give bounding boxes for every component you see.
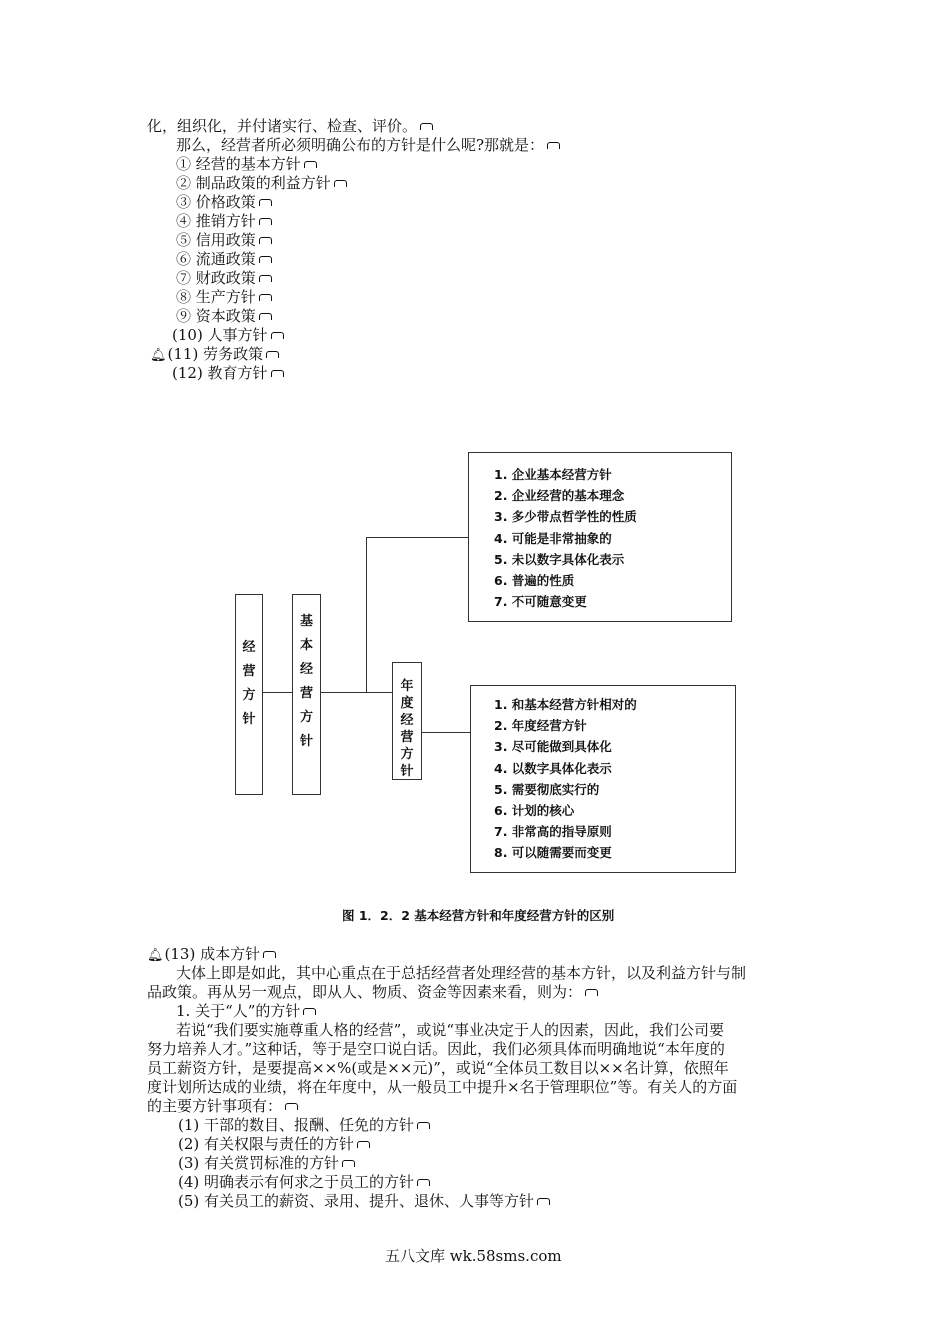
annual-items-list — [494, 694, 637, 864]
list-item: (12) 教育方针 — [172, 364, 284, 383]
list-item: 5. 需要彻底实行的 — [494, 781, 600, 797]
list-item: 1. 和基本经营方针相对的 — [494, 697, 637, 712]
list-item: 4. 可能是非常抽象的 — [494, 530, 612, 546]
list-item: ④ 推销方针 — [176, 212, 272, 231]
list-item: ③ 价格政策 — [176, 193, 272, 212]
return-mark-icon — [304, 161, 317, 168]
connector — [263, 692, 292, 693]
return-mark-icon — [259, 313, 272, 320]
return-mark-icon — [259, 218, 272, 225]
list-item: 3. 尽可能做到具体化 — [494, 739, 612, 755]
bell-icon: 🔔︎ — [150, 348, 167, 363]
list-item: 🔔︎(13) 成本方针 — [147, 945, 276, 965]
list-item: ① 经营的基本方针 — [176, 155, 317, 174]
annual-label: 年 度 经 营 方 针 — [400, 679, 414, 779]
list-item: (3) 有关赏罚标准的方针 — [178, 1154, 355, 1173]
connector — [366, 537, 367, 693]
list-item: 7. 不可随意变更 — [494, 594, 587, 610]
connector — [422, 732, 470, 733]
list-item: ⑨ 资本政策 — [176, 307, 272, 326]
basic-label: 基 本 经 营 方 针 — [299, 614, 313, 749]
list-item: ⑦ 财政政策 — [176, 269, 272, 288]
list-item: 6. 计划的核心 — [494, 802, 575, 818]
text-line: 的主要方针事项有： — [147, 1097, 298, 1116]
return-mark-icon — [259, 199, 272, 206]
return-mark-icon — [303, 1008, 316, 1015]
list-item: 3. 多少带点哲学性的性质 — [494, 509, 637, 525]
root-label: 经 营 方 针 — [242, 640, 256, 727]
return-mark-icon — [417, 1179, 430, 1186]
list-item: (2) 有关权限与责任的方针 — [178, 1135, 370, 1154]
list-item: ⑥ 流通政策 — [176, 250, 272, 269]
return-mark-icon — [259, 294, 272, 301]
footer-watermark: 五八文库 wk.58sms.com — [385, 1247, 562, 1265]
connector — [366, 537, 468, 538]
list-item: (5) 有关员工的薪资、录用、提升、退休、人事等方针 — [178, 1192, 550, 1211]
list-item: 1. 企业基本经营方针 — [494, 467, 612, 482]
list-item: 4. 以数字具体化表示 — [494, 760, 612, 776]
return-mark-icon — [263, 951, 276, 958]
list-item: 2. 年度经营方针 — [494, 718, 587, 734]
return-mark-icon — [547, 142, 560, 149]
list-item: ⑧ 生产方针 — [176, 288, 272, 307]
list-item: (10) 人事方针 — [172, 326, 284, 345]
return-mark-icon — [420, 123, 433, 130]
basic-items-list — [494, 464, 637, 612]
return-mark-icon — [271, 370, 284, 377]
text-line: 度计划所达成的业绩，将在年度中，从一般员工中提升×名于管理职位”等。有关人的方面 — [147, 1078, 738, 1096]
return-mark-icon — [357, 1141, 370, 1148]
return-mark-icon — [259, 256, 272, 263]
return-mark-icon — [285, 1103, 298, 1110]
list-item: ② 制品政策的利益方针 — [176, 174, 347, 193]
text-line: 努力培养人才。”这种话，等于是空口说白话。因此，我们必须具体而明确地说“本年度的 — [147, 1040, 725, 1058]
list-item: 8. 可以随需要而变更 — [494, 845, 612, 861]
return-mark-icon — [259, 237, 272, 244]
return-mark-icon — [342, 1160, 355, 1167]
list-item: 5. 未以数字具体化表示 — [494, 551, 625, 567]
return-mark-icon — [537, 1198, 550, 1205]
figure-caption: 图 1．2．2 基本经营方针和年度经营方针的区别 — [342, 908, 615, 923]
list-item: (1) 干部的数目、报酬、任免的方针 — [178, 1116, 430, 1135]
return-mark-icon — [334, 180, 347, 187]
text-line: 品政策。再从另一观点，即从人、物质、资金等因素来看，则为： — [147, 983, 598, 1002]
text-line: 员工薪资方针，是要提高××%(或是××元)”，或说“全体员工数目以××名计算，依照年 — [147, 1059, 729, 1077]
section-heading: 1. 关于“人”的方针 — [176, 1002, 316, 1021]
list-item: 2. 企业经营的基本理念 — [494, 488, 625, 504]
text-line: 那么，经营者所必须明确公布的方针是什么呢?那就是： — [176, 136, 560, 155]
list-item: 7. 非常高的指导原则 — [494, 824, 612, 840]
list-item: ⑤ 信用政策 — [176, 231, 272, 250]
return-mark-icon — [271, 332, 284, 339]
return-mark-icon — [417, 1122, 430, 1129]
text-line: 若说“我们要实施尊重人格的经营”，或说“事业决定于人的因素，因此，我们公司要 — [176, 1021, 725, 1039]
list-item: 6. 普遍的性质 — [494, 572, 575, 588]
return-mark-icon — [266, 351, 279, 358]
return-mark-icon — [585, 989, 598, 996]
return-mark-icon — [259, 275, 272, 282]
bell-icon: 🔔︎ — [147, 948, 164, 963]
list-item: (4) 明确表示有何求之于员工的方针 — [178, 1173, 430, 1192]
text-line: 化，组织化，并付诸实行、检查、评价。 — [147, 117, 433, 136]
list-item: 🔔︎(11) 劳务政策 — [150, 345, 279, 365]
connector — [321, 692, 392, 693]
text-line: 大体上即是如此，其中心重点在于总括经营者处理经营的基本方针，以及利益方针与制 — [176, 964, 747, 982]
